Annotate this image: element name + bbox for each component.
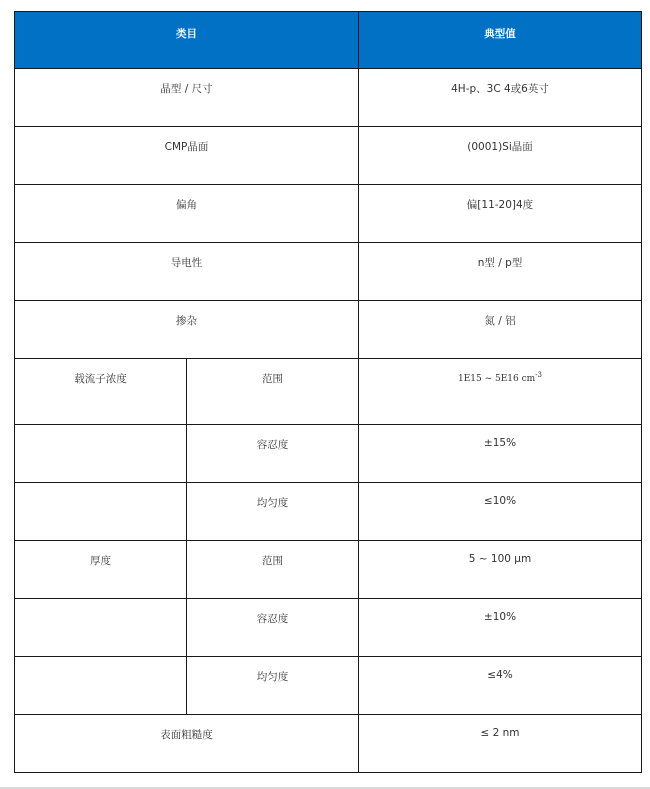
empty-cell (15, 483, 187, 541)
carrier-range-value: 1E15 ~ 5E16 $cm^{-3}$ (359, 359, 642, 425)
row-label: 掺杂 (15, 301, 359, 359)
roughness-value: ≤ 2 nm (359, 715, 642, 773)
row-label: 导电性 (15, 243, 359, 301)
row-value: 氮 / 铝 (359, 301, 642, 359)
roughness-label: 表面粗糙度 (15, 715, 359, 773)
row-label: CMP晶面 (15, 127, 359, 185)
table-row-carrier-range (15, 359, 642, 425)
row-label: 偏角 (15, 185, 359, 243)
table-row-thickness-range (15, 541, 642, 599)
table-header-row (15, 12, 642, 69)
carrier-range-label: 范围 (187, 359, 359, 425)
empty-cell (15, 425, 187, 483)
table-row-thickness-tolerance (15, 599, 642, 657)
row-value: 偏[11-20]4度 (359, 185, 642, 243)
spec-table (14, 11, 642, 773)
table-row-carrier-tolerance (15, 425, 642, 483)
carrier-tolerance-value: ±15% (359, 425, 642, 483)
table-row-thickness-uniformity (15, 657, 642, 715)
table-row (15, 243, 642, 301)
table-row (15, 69, 642, 127)
carrier-concentration-label: 载流子浓度 (15, 359, 187, 425)
thickness-tolerance-label: 容忍度 (187, 599, 359, 657)
table-row (15, 127, 642, 185)
table-row (15, 185, 642, 243)
empty-cell (15, 599, 187, 657)
unit-exponent: -3 (535, 371, 543, 379)
empty-cell (15, 657, 187, 715)
thickness-label: 厚度 (15, 541, 187, 599)
row-value: 4H-p、3C 4或6英寸 (359, 69, 642, 127)
thickness-range-label: 范围 (187, 541, 359, 599)
header-category: 类目 (15, 12, 359, 69)
table-row (15, 301, 642, 359)
row-value: n型 / p型 (359, 243, 642, 301)
table-row-roughness (15, 715, 642, 773)
table-row-carrier-uniformity (15, 483, 642, 541)
row-value: (0001)Si晶面 (359, 127, 642, 185)
header-typical-value: 典型值 (359, 12, 642, 69)
thickness-range-value: 5 ~ 100 μm (359, 541, 642, 599)
row-label: 晶型 / 尺寸 (15, 69, 359, 127)
thickness-tolerance-value: ±10% (359, 599, 642, 657)
carrier-uniformity-label: 均匀度 (187, 483, 359, 541)
thickness-uniformity-label: 均匀度 (187, 657, 359, 715)
thickness-uniformity-value: ≤4% (359, 657, 642, 715)
carrier-tolerance-label: 容忍度 (187, 425, 359, 483)
carrier-uniformity-value: ≤10% (359, 483, 642, 541)
